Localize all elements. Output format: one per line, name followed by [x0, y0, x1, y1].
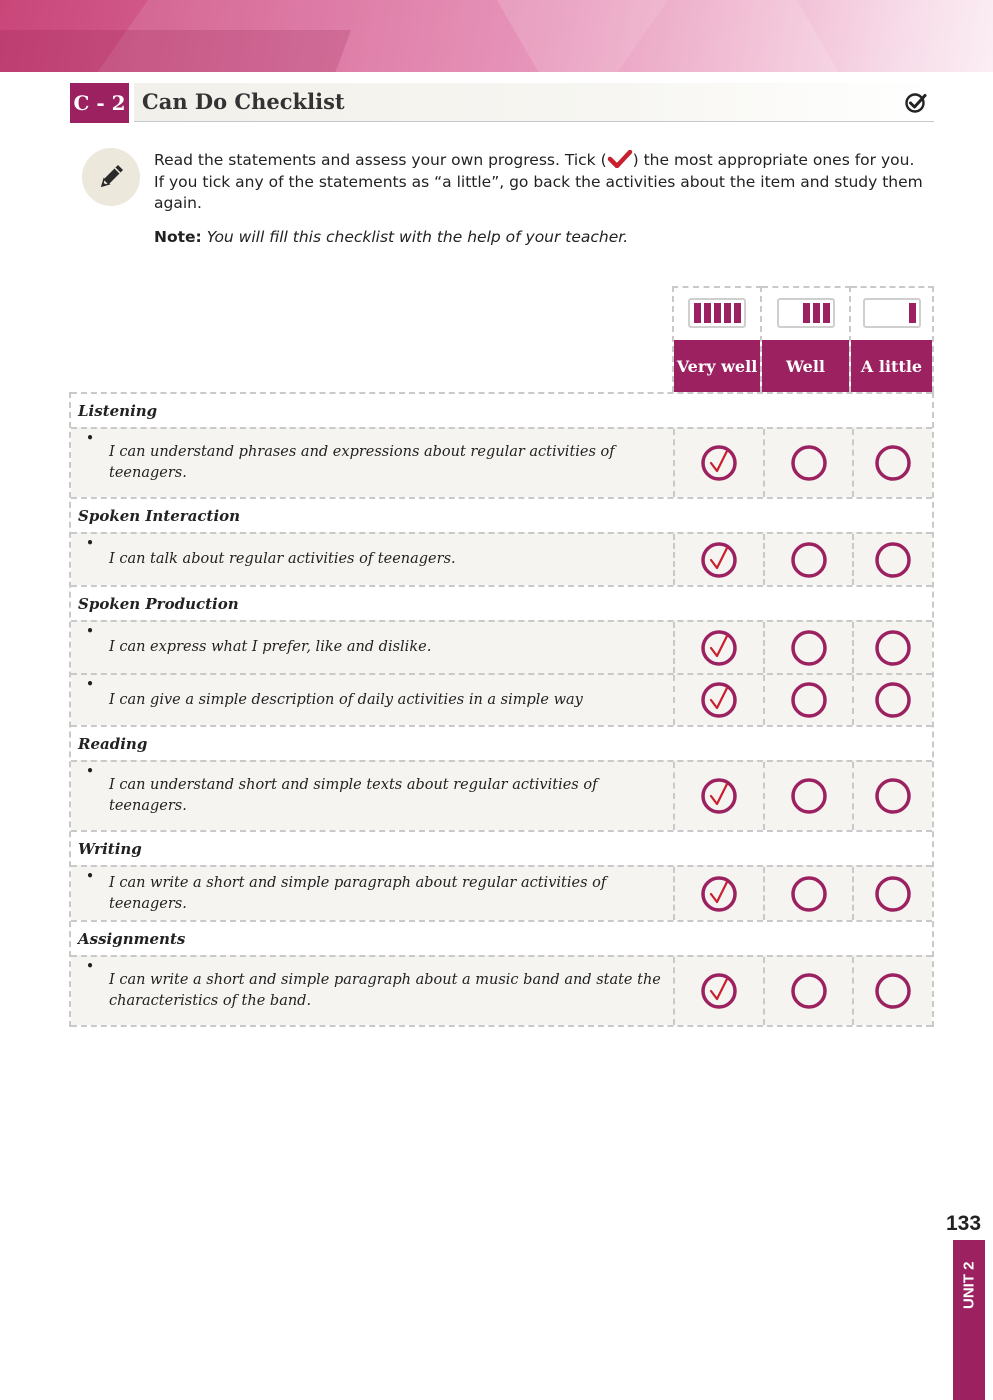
- battery-low-icon: [863, 298, 921, 328]
- statement-text: I can write a short and simple paragraph about a music band and state the characteristics of the band.: [109, 972, 661, 1009]
- rating-circle-icon[interactable]: [790, 541, 828, 579]
- rating-circle-icon[interactable]: [790, 777, 828, 815]
- rating-circle-checked-icon[interactable]: [700, 629, 738, 667]
- rating-circle-icon[interactable]: [874, 541, 912, 579]
- rating-circle-icon[interactable]: [790, 875, 828, 913]
- section-title: Can Do Checklist: [142, 89, 345, 114]
- section-header: [70, 83, 934, 123]
- rating-circle-icon[interactable]: [874, 972, 912, 1010]
- category-listening: Listening: [71, 392, 932, 427]
- battery-full-icon: [688, 298, 746, 328]
- table-row: • I can write a short and simple paragraph about regular activities of teenagers.: [71, 865, 932, 920]
- table-row: • I can write a short and simple paragraph about a music band and state the characteristics of the band.: [71, 955, 932, 1025]
- instruction-line1-end: ) the most appropriate ones for you.: [632, 151, 915, 169]
- category-spoken-production: Spoken Production: [71, 585, 932, 620]
- statement-text: I can understand short and simple texts about regular activities of teenagers.: [109, 777, 598, 814]
- checklist-table: [69, 392, 934, 1027]
- tick-icon: [607, 150, 633, 168]
- rating-header-well: [762, 286, 851, 392]
- rating-header-a-little: [851, 286, 934, 392]
- header-banner: [0, 0, 993, 72]
- page-number: 133: [946, 1212, 982, 1235]
- pencil-icon: [94, 160, 128, 194]
- rating-circle-icon[interactable]: [874, 444, 912, 482]
- rating-circle-icon[interactable]: [874, 629, 912, 667]
- rating-circle-icon[interactable]: [790, 972, 828, 1010]
- category-writing: Writing: [71, 830, 932, 865]
- unit-tab: [953, 1240, 985, 1400]
- unit-label: UNIT 2: [960, 1261, 978, 1309]
- statement-text: I can write a short and simple paragraph about regular activities of teenagers.: [109, 874, 607, 912]
- rating-circle-checked-icon[interactable]: [700, 541, 738, 579]
- rating-circle-icon[interactable]: [874, 777, 912, 815]
- note: [154, 228, 628, 246]
- instruction-line2: If you tick any of the statements as “a little”, go back the activities about the item and study them again.: [154, 172, 923, 212]
- rating-header-very-well: [672, 286, 762, 392]
- instructions: [154, 150, 934, 215]
- rating-circle-icon[interactable]: [790, 629, 828, 667]
- rating-circle-icon[interactable]: [790, 681, 828, 719]
- pencil-badge: [82, 148, 140, 206]
- section-code: C - 2: [70, 83, 129, 123]
- category-assignments: Assignments: [71, 920, 932, 955]
- rating-circle-checked-icon[interactable]: [700, 875, 738, 913]
- category-reading: Reading: [71, 725, 932, 760]
- rating-circle-checked-icon[interactable]: [700, 777, 738, 815]
- rating-circle-checked-icon[interactable]: [700, 444, 738, 482]
- category-spoken-interaction: Spoken Interaction: [71, 497, 932, 532]
- note-label: Note:: [154, 228, 202, 246]
- table-row: • I can understand short and simple texts about regular activities of teenagers.: [71, 760, 932, 830]
- rating-circle-icon[interactable]: [874, 875, 912, 913]
- rating-circle-icon[interactable]: [790, 444, 828, 482]
- battery-medium-icon: [777, 298, 835, 328]
- table-row: • I can give a simple description of daily activities in a simple way: [71, 673, 932, 725]
- table-row: • I can talk about regular activities of teenagers.: [71, 532, 932, 585]
- check-badge-icon: [904, 91, 928, 115]
- statement-text: I can express what I prefer, like and dislike.: [109, 639, 432, 655]
- note-text: You will fill this checklist with the help of your teacher.: [206, 228, 629, 246]
- statement-text: I can give a simple description of daily activities in a simple way: [109, 691, 583, 708]
- statement-text: I can understand phrases and expressions about regular activities of teenagers.: [109, 444, 615, 481]
- rating-label-well: Well: [762, 340, 849, 392]
- rating-circle-checked-icon[interactable]: [700, 681, 738, 719]
- section-title-bar: [134, 83, 934, 122]
- rating-label-a-little: A little: [851, 340, 932, 392]
- rating-circle-icon[interactable]: [874, 681, 912, 719]
- table-row: • I can express what I prefer, like and dislike.: [71, 620, 932, 673]
- rating-circle-checked-icon[interactable]: [700, 972, 738, 1010]
- instruction-line1-start: Read the statements and assess your own progress. Tick (: [154, 151, 607, 169]
- table-row: • I can understand phrases and expressions about regular activities of teenagers.: [71, 427, 932, 497]
- statement-text: I can talk about regular activities of teenagers.: [109, 551, 456, 567]
- rating-label-very-well: Very well: [674, 340, 760, 392]
